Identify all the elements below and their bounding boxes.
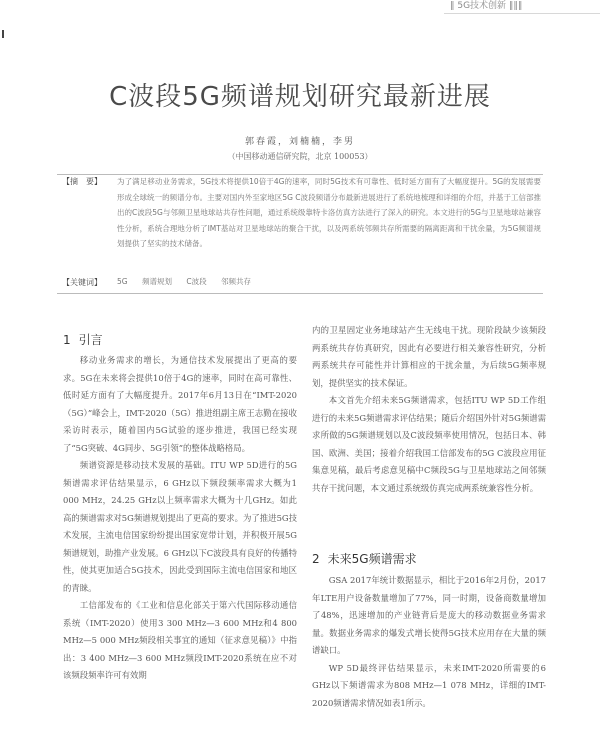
section-number: 1 [63,333,71,347]
section-heading-1 [63,331,103,348]
section-heading-2 [312,550,417,567]
page-edge-mark [2,30,4,38]
abstract-text: 为了满足移动业务需求，5G技术将提供10倍于4G的速率，同时5G技术有可靠性、低时延方面有了大幅度提升。5G的发展需要形成全球统一的频谱分布。主要对国内外至家地区5G C波段频谱分布最新进展进行了系统地梳理和详细的介绍，并基于工信部推出的C波段5G与邻频卫星地球站共存性问题，通过系统级靠特卡洛仿真方法进行了深入的研究。本文进行的5G与卫星地球站兼容性分析，系统合理地分析了IMT基站对卫星地球站的聚合干扰，以及两系统邻频共存所需要的隔离距离和干扰余量，为5G频谱规划提供了坚实的技术储备。 [117,177,541,248]
body-paragraph: 频谱资源是移动技术发展的基础。ITU WP 5D进行的5G频谱需求评估结果显示，6 GHz以下频段频率需求大概为1 000 MHz，24.25 GHz以上频率需求大概为十几GHz。如此高的频谱需求对5G频谱规划提出了更高的要求。为了推进5G技术发展，主流电信国家纷纷提出国家宽带计划，并积极开展5G频谱规划，助推产业发展。6 GHz以下C波段具有良好的传播特性，使其更加适合5G技术，因此受到国际主流电信国家和地区的青睐。 [63,460,297,593]
keyword-item: 邻频共存 [221,277,252,286]
body-paragraph: 内的卫星固定业务地球站产生无线电干扰。现阶段缺少该频段两系统共存仿真研究，因此有必要进行相关兼容性研究，分析两系统共存可能性并计算相应的干扰余量，为后续5G频率规划，提供坚实的技术保证。 [312,325,546,388]
paper-authors: 郭春霞，刘楠楠，李男 [244,137,355,147]
paper-title: C波段5G频谱规划研究最新进展 [109,82,491,112]
abstract-bottom-rule [57,293,543,294]
body-paragraph: 工信部发布的《工业和信息化部关于第六代国际移动通信系统（IMT-2020）使用3 300 MHz—3 600 MHz和4 800 MHz—5 000 MHz频段相关事宜的通知（征求意见稿）》中指出：3 400 MHz—3 600 MHz频段IMT-2020系统在应不对该频段频率许可有效期 [63,600,297,680]
section-title: 引言 [78,333,103,347]
keyword-item: 5G [117,277,128,286]
body-paragraph: 移动业务需求的增长，为通信技术发展提出了更高的要求。5G在未来将会提供10倍于4G的速率，同时在高可靠性、低时延方面有了大幅度提升。2017年6月13日在“IMT-2020（5G）”峰会上，IMT-2020（5G）推进组副主席王志勤在接收采访时表示，随着国内5G试验的逐步推进，我国已经实现了“5G突破、4G同步、5G引领”的整体战略格局。 [63,355,297,453]
section-title: 未来5G频谱需求 [327,552,417,566]
right-column-top [312,322,546,497]
keywords-label: 【关键词】 [62,278,102,287]
journal-header-tag: ‖ 5G技术创新 ‖‖‖ [444,0,600,14]
left-column [63,352,297,685]
body-paragraph: GSA 2017年统计数据显示，相比于2016年2月份，2017年LTE用户设备数量增加了77%，同一时期，设备商数量增加了48%，迅速增加的产业链背后是庞大的移动数据业务需求量。数据业务需求的爆发式增长使得5G技术应用存在大量的频谱缺口。 [312,575,546,655]
keyword-item: C波段 [186,277,207,286]
abstract-label: 【摘 要】 [62,177,102,186]
right-column-bottom [312,572,546,712]
body-paragraph: 本文首先介绍未来5G频谱需求，包括ITU WP 5D工作组进行的未来5G频谱需求评估结果；随后介绍国外针对5G频谱需求所做的5G频谱规划以及C波段频率使用情况，包括日本、韩国、欧洲、美国；接着介绍我国工信部发布的5G C波段应用征集意见稿，最后考虑意见稿中C频段5G与卫星地球站之间邻频共存干扰问题，本文通过系统级仿真完成两系统兼容性分析。 [312,395,546,493]
keywords-list [117,276,263,287]
paper-affiliation: （中国移动通信研究院，北京 100053） [227,152,373,161]
body-paragraph: WP 5D最终评估结果显示，未来IMT-2020所需要的6 GHz以下频谱需求为808 MHz—1 078 MHz，详细的IMT-2020频谱需求情况如表1所示。 [312,662,546,708]
section-number: 2 [312,552,320,566]
keyword-item: 频谱规划 [141,277,172,286]
